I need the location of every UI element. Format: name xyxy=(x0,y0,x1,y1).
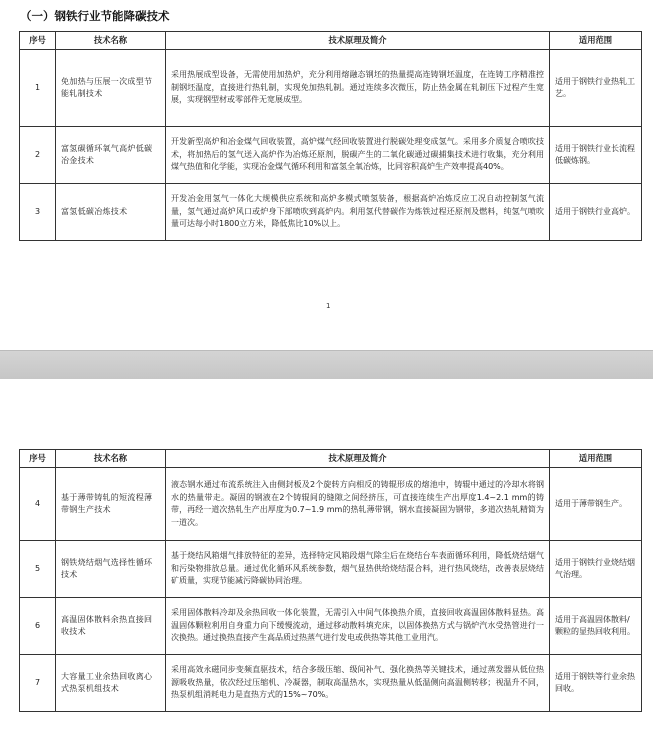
page-separator xyxy=(0,350,653,380)
column-header-no: 序号 xyxy=(20,32,56,50)
technology-description: 采用热展成型设备，无需使用加热炉，充分利用熔融态钢坯的热量提高连铸钢坯温度，在连铸工序精准控制钢坯温度，直接进行热轧制，实现免加热轧制。通过连续多次微压，防止热金属在轧制压下过程产生宽展，实现钢型材或零部件无宽展成型。 xyxy=(166,50,550,127)
column-header-scope: 适用范围 xyxy=(550,450,642,468)
application-scope: 适用于钢铁行业长流程低碳炼钢。 xyxy=(550,127,642,184)
row-number: 7 xyxy=(20,655,56,712)
technology-name: 基于薄带铸轧的短流程薄带钢生产技术 xyxy=(56,468,166,541)
document-page-2 xyxy=(0,379,653,756)
technology-table-page-1 xyxy=(19,31,642,241)
column-header-no: 序号 xyxy=(20,450,56,468)
column-header-desc: 技术原理及简介 xyxy=(166,450,550,468)
technology-description: 液态钢水通过布流系统注入由侧封板及2个旋转方向相反的铸辊形成的熔池中，铸辊中通过的冷却水将钢水的热量带走。凝固的钢液在2个铸辊间的缝隙之间经挤压，可直接连续生产出厚度1.4~2.1 mm的铸带，再经一道次热轧生产出厚度为0.7~1.9 mm的热轧薄带钢，钢水直接凝固为钢带，多道次热轧精简为一道次。 xyxy=(166,468,550,541)
technology-table-page-2 xyxy=(19,449,642,712)
technology-name: 高温固体散料余热直接回收技术 xyxy=(56,598,166,655)
row-number: 5 xyxy=(20,541,56,598)
application-scope: 适用于高温固体散料/颗粒的显热回收利用。 xyxy=(550,598,642,655)
table-header-row xyxy=(20,32,642,50)
application-scope: 适用于钢铁等行业余热回收。 xyxy=(550,655,642,712)
row-number: 1 xyxy=(20,50,56,127)
application-scope: 适用于钢铁行业热轧工艺。 xyxy=(550,50,642,127)
application-scope: 适用于钢铁行业烧结烟气治理。 xyxy=(550,541,642,598)
technology-description: 基于烧结风箱烟气排放特征的差异，选择特定风箱段烟气除尘后在烧结台车表面循环利用，降低烧结烟气和污染物排放总量。通过优化循环风系统参数，烟气显热供给烧结混合料，进行热风烧结，改善表层烧结矿质量，实现节能减污降碳协同治理。 xyxy=(166,541,550,598)
technology-description: 采用固体散料冷却及余热回收一体化装置，无需引入中间气体换热介质，直接回收高温固体散料显热。高温固体颗粒利用自身重力向下缓慢流动，通过移动散料填充床，以固体换热方式与锅炉汽水受热管进行一次换热。通过换热直接产生高品质过热蒸气进行发电或供热等其他工业用汽。 xyxy=(166,598,550,655)
table-row xyxy=(20,598,642,655)
technology-name: 钢铁烧结烟气选择性循环技术 xyxy=(56,541,166,598)
column-header-name: 技术名称 xyxy=(56,32,166,50)
application-scope: 适用于钢铁行业高炉。 xyxy=(550,184,642,241)
column-header-desc: 技术原理及简介 xyxy=(166,32,550,50)
document-page-1 xyxy=(0,0,653,350)
application-scope: 适用于薄带钢生产。 xyxy=(550,468,642,541)
technology-name: 免加热与压展一次成型节能轧制技术 xyxy=(56,50,166,127)
row-number: 3 xyxy=(20,184,56,241)
table-row xyxy=(20,184,642,241)
table-row xyxy=(20,50,642,127)
page-number: 1 xyxy=(326,302,331,310)
column-header-name: 技术名称 xyxy=(56,450,166,468)
technology-description: 采用高效永磁同步变频直驱技术，结合多级压缩、级间补气、强化换热等关键技术，通过蒸发器从低位热源吸收热量，依次经过压缩机、冷凝器，制取高温热水，实现热量从低温侧向高温侧转移；视温升不同，热泵机组消耗电力是直热方式的15%~70%。 xyxy=(166,655,550,712)
section-title: （一）钢铁行业节能降碳技术 xyxy=(20,9,170,23)
table-row xyxy=(20,541,642,598)
row-number: 4 xyxy=(20,468,56,541)
row-number: 2 xyxy=(20,127,56,184)
technology-name: 大容量工业余热回收离心式热泵机组技术 xyxy=(56,655,166,712)
technology-description: 开发新型高炉和冶金煤气回收装置，高炉煤气经回收装置进行脱碳处理变成氢气。采用多介质复合喷吹技术，将加热后的氢气送入高炉作为冶炼还原剂，脱碳产生的二氧化碳通过碳捕集技术进行收集，充分利用煤气热值和化学能，实现冶金煤气循环利用和富氢全氧冶炼，比同容积高炉生产效率提高40%。 xyxy=(166,127,550,184)
table-row xyxy=(20,127,642,184)
technology-name: 富氢碳循环氧气高炉低碳冶金技术 xyxy=(56,127,166,184)
column-header-scope: 适用范围 xyxy=(550,32,642,50)
table-header-row xyxy=(20,450,642,468)
technology-name: 富氢低碳冶炼技术 xyxy=(56,184,166,241)
technology-description: 开发冶金用氢气一体化大规模供应系统和高炉多模式喷氢装备，根据高炉冶炼反应工况自动控制氢气流量，氢气通过高炉风口或炉身下部喷吹到高炉内。利用氢代替碳作为炼铁过程还原剂及燃料，纯氢气喷吹量可达每小时1800立方米，降低焦比10%以上。 xyxy=(166,184,550,241)
table-row xyxy=(20,655,642,712)
row-number: 6 xyxy=(20,598,56,655)
table-row xyxy=(20,468,642,541)
